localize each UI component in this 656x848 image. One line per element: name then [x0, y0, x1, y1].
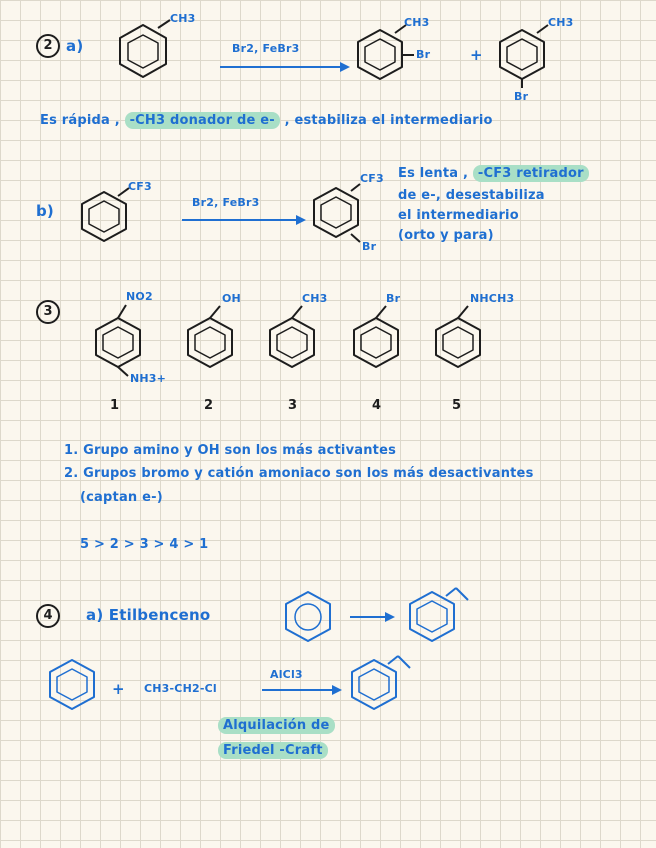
problem-4a-label: a) Etilbenceno: [86, 606, 211, 624]
product-2b-substituent-bottom: Br: [362, 240, 377, 253]
reagents-2b: Br2, FeBr3: [192, 196, 260, 209]
note-3-line3: (captan e-): [80, 490, 163, 505]
product2-2a-substituent-bottom: Br: [514, 90, 529, 103]
molecule-4-ring: [354, 306, 398, 367]
note-2a-highlight: -CH3 donador de e-: [125, 112, 280, 129]
note-2b-line4: (orto y para): [398, 228, 494, 243]
problem-4-number: 4: [36, 604, 60, 628]
reaction-name-line2-text: Friedel -Craft: [218, 742, 328, 759]
product-ortho-ring: [358, 25, 414, 79]
reactant-2b-substituent: CF3: [128, 180, 152, 193]
product-meta-ring: [314, 184, 360, 242]
molecule-5-sub-top: NHCH3: [470, 292, 515, 305]
product2-2a-substituent-top: CH3: [548, 16, 574, 29]
toluene-ring: [120, 20, 170, 77]
note-2b-line2: de e-, desestabiliza: [398, 188, 545, 203]
molecule-1-sub-top: NO2: [126, 290, 153, 303]
reactivity-order: 5 > 2 > 3 > 4 > 1: [80, 537, 209, 552]
molecule-3-index: 3: [288, 398, 298, 413]
benzene-ring-4a: [286, 592, 330, 641]
arrow-4b: [262, 685, 342, 695]
product-2b-substituent-top: CF3: [360, 172, 384, 185]
note-3-line1: 1. Grupo amino y OH son los más activantes: [64, 443, 397, 458]
trifluorotoluene-ring: [82, 188, 129, 241]
note-3-line2: 2. Grupos bromo y catión amoniaco son los más desactivantes: [64, 466, 534, 481]
reaction-name-line1: [218, 718, 335, 733]
problem-2a-label: a): [66, 37, 84, 55]
molecule-2-ring: [188, 306, 232, 367]
molecule-1-sub-bottom: NH3+: [130, 372, 167, 385]
note-2b-line1: [398, 166, 589, 181]
plus-4b: +: [112, 680, 125, 698]
reaction-arrow-2a: [220, 62, 350, 72]
molecule-5-index: 5: [452, 398, 462, 413]
molecule-4-sub-top: Br: [386, 292, 401, 305]
reactant-2a-substituent: CH3: [170, 12, 196, 25]
molecule-5-ring: [436, 306, 480, 367]
reaction-name-line1-text: Alquilación de: [218, 717, 335, 734]
ethylbenzene-ring-4b: [352, 656, 410, 709]
product-para-ring: [500, 25, 548, 88]
molecule-4-index: 4: [372, 398, 382, 413]
molecule-1-ring: [96, 305, 140, 376]
reaction-name-line2: [218, 743, 328, 758]
reagents-2a: Br2, FeBr3: [232, 42, 300, 55]
molecule-3-ring: [270, 306, 314, 367]
molecule-1-index: 1: [110, 398, 120, 413]
problem-2-number: 2: [36, 34, 60, 58]
product1-2a-substituent-side: Br: [416, 48, 431, 61]
problem-3-number: 3: [36, 300, 60, 324]
benzene-ring-4b: [50, 660, 94, 709]
note-2a: [40, 113, 493, 128]
molecule-2-index: 2: [204, 398, 214, 413]
problem-2b-label: b): [36, 202, 54, 220]
note-2b-line1-highlight: -CF3 retirador: [473, 165, 589, 182]
reagent-4b: CH3-CH2-Cl: [144, 682, 217, 695]
note-2a-pre: Es rápida ,: [40, 113, 120, 128]
product1-2a-substituent-top: CH3: [404, 16, 430, 29]
molecule-2-sub-top: OH: [222, 292, 241, 305]
plus-2a: +: [470, 46, 483, 64]
note-2b-line1-pre: Es lenta ,: [398, 166, 469, 181]
reaction-arrow-2b: [182, 215, 306, 225]
note-2a-post: , estabiliza el intermediario: [284, 113, 493, 128]
catalyst-4b: AlCl3: [270, 668, 303, 681]
molecule-3-sub-top: CH3: [302, 292, 328, 305]
arrow-4a: [350, 612, 395, 622]
note-2b-line3: el intermediario: [398, 208, 519, 223]
ethylbenzene-ring-4a: [410, 588, 468, 641]
